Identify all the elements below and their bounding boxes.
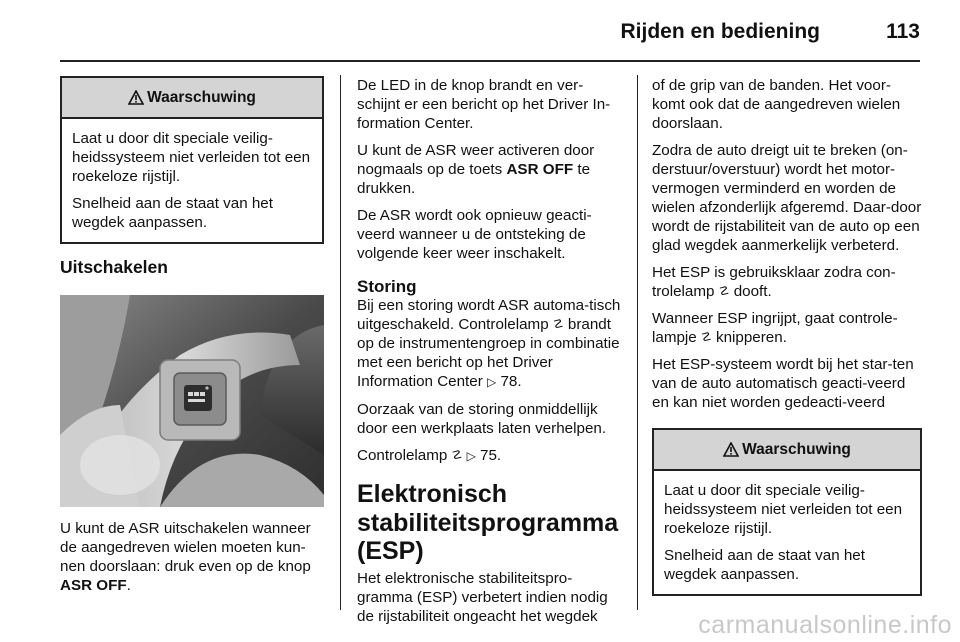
paragraph: Het elektronische stabiliteitspro-gramma (ESP) verbetert indien nodig de rijstabiliteit ongeacht het wegdek <box>357 569 608 625</box>
paragraph: Controlelamp ☡ ▷ 75. <box>357 447 502 464</box>
paragraph: Het ESP is gebruiksklaar zodra con-trolelamp ☡ dooft. <box>652 264 896 300</box>
page-header <box>60 0 920 62</box>
warning-title: Waarschuwing <box>147 89 256 106</box>
esp-lamp-icon: ☡ <box>718 284 730 298</box>
paragraph: De LED in de knop brandt en ver-schijnt er een bericht op het Driver In-formation Center. <box>357 77 611 132</box>
page-reference-icon: ▷ <box>466 449 476 463</box>
page-number: 113 <box>886 20 920 43</box>
warning-text: Laat u door dit speciale veilig-heidssysteem niet verleiden tot een roekeloze rijstijl. <box>664 482 903 537</box>
paragraph: U kunt de ASR uitschakelen wanneer de aangedreven wielen moeten kun-nen doorslaan: druk even op de knop ASR OFF. <box>60 520 311 594</box>
paragraph: U kunt de ASR weer activeren door nogmaals op de toets ASR OFF te drukken. <box>357 142 595 197</box>
section-title: Rijden en bediening <box>620 20 820 43</box>
paragraph: Oorzaak van de storing onmiddellijk door een werkplaats laten verhelpen. <box>357 401 607 437</box>
paragraph: Zodra de auto dreigt uit te breken (on-derstuur/overstuur) wordt het motor-vermogen verminderd en worden de wielen afzonderlijk afgeremd. Daar-door wordt de rijstabiliteit van de auto op een glad wegdek aanmerkelijk verbeterd. <box>652 142 922 254</box>
esp-lamp-icon: ☡ <box>451 448 463 462</box>
heading-esp: Elektronisch stabiliteitsprogramma (ESP) <box>357 480 619 565</box>
asr-off-label: ASR OFF <box>506 161 574 178</box>
warning-text: Laat u door dit speciale veilig-heidssysteem niet verleiden tot een roekeloze rijstijl. <box>72 130 311 185</box>
watermark: carmanualsonline.info <box>698 611 952 639</box>
page-reference-icon: ▷ <box>487 375 497 389</box>
column-3 <box>652 76 922 610</box>
warning-text: Snelheid aan de staat van het wegdek aanpassen. <box>72 195 273 231</box>
warning-box <box>652 428 922 596</box>
column-1 <box>60 76 324 603</box>
subheading-uitschakelen: Uitschakelen <box>60 257 168 277</box>
paragraph: Bij een storing wordt ASR automa-tisch uitgeschakeld. Controlelamp ☡ brandt op de instrumentengroep in combinatie met een bericht op het Driver Information Center ▷ 78. <box>357 297 621 390</box>
warning-body <box>62 119 322 242</box>
column-divider <box>637 75 638 610</box>
asr-off-label: ASR OFF <box>60 577 127 594</box>
paragraph: of de grip van de banden. Het voor-komt ook dat de aangedreven wielen doorslaan. <box>652 77 901 132</box>
esp-lamp-icon: ☡ <box>700 330 712 344</box>
warning-header <box>654 430 920 471</box>
warning-title: Waarschuwing <box>742 441 851 458</box>
warning-text: Snelheid aan de staat van het wegdek aanpassen. <box>664 547 865 583</box>
asr-button-photo <box>60 295 324 507</box>
column-divider <box>340 75 341 610</box>
warning-header <box>62 78 322 119</box>
warning-box <box>60 76 324 244</box>
warning-body <box>654 471 920 594</box>
paragraph: Het ESP-systeem wordt bij het star-ten van de auto automatisch geacti-veerd en kan niet worden gedeacti-veerd <box>652 356 914 411</box>
esp-lamp-icon: ☡ <box>552 317 564 331</box>
warning-triangle-icon <box>128 90 144 105</box>
column-2 <box>357 76 623 634</box>
warning-triangle-icon <box>723 442 739 457</box>
paragraph: De ASR wordt ook opnieuw geacti-veerd wanneer u de ontsteking de volgende keer weer inschakelt. <box>357 207 592 262</box>
subheading-storing: Storing <box>357 277 417 296</box>
paragraph: Wanneer ESP ingrijpt, gaat controle-lampje ☡ knipperen. <box>652 310 898 346</box>
